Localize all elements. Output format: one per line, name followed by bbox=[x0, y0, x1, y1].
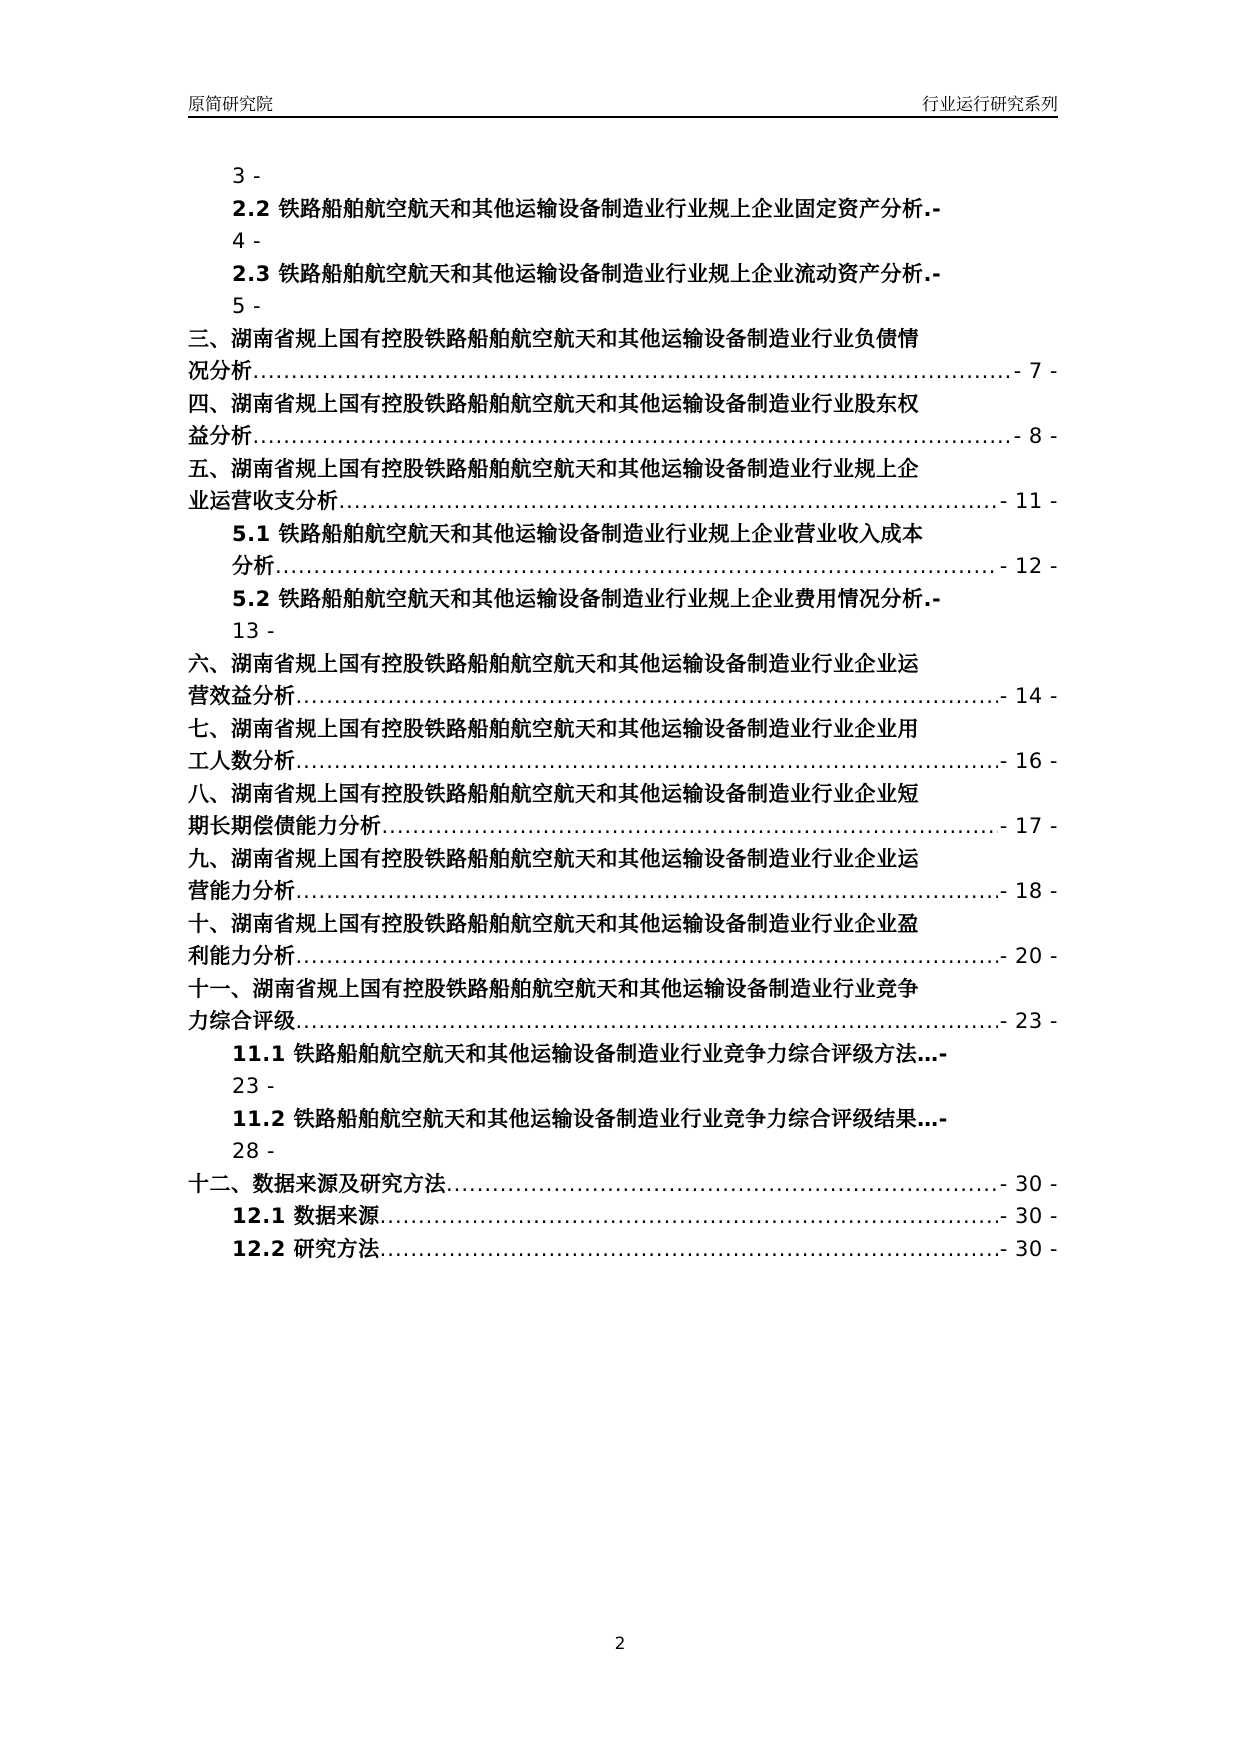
toc-entry-title: 八、湖南省规上国有控股铁路船舶航空航天和其他运输设备制造业行业企业短 bbox=[188, 781, 919, 806]
toc-line[interactable] bbox=[188, 420, 1058, 453]
toc-entry-title: 六、湖南省规上国有控股铁路船舶航空航天和其他运输设备制造业行业企业运 bbox=[188, 651, 919, 676]
table-of-contents bbox=[188, 160, 1058, 1265]
toc-entry-title: 2.2 铁路船舶航空航天和其他运输设备制造业行业规上企业固定资产分析.- bbox=[232, 196, 942, 221]
toc-line[interactable] bbox=[188, 940, 1058, 973]
toc-page-number: - 8 - bbox=[1013, 424, 1058, 448]
toc-page-number: - 14 - bbox=[999, 684, 1058, 708]
toc-line[interactable] bbox=[188, 615, 1058, 648]
toc-page-number: - 20 - bbox=[999, 944, 1058, 968]
toc-line[interactable] bbox=[188, 973, 1058, 1006]
toc-dot-leader bbox=[296, 1005, 998, 1038]
toc-entry-title: 期长期偿债能力分析 bbox=[188, 814, 382, 838]
toc-dot-leader bbox=[446, 1168, 998, 1201]
toc-line[interactable] bbox=[188, 680, 1058, 713]
toc-line[interactable] bbox=[188, 713, 1058, 746]
toc-dot-leader bbox=[296, 745, 998, 778]
toc-line[interactable] bbox=[188, 1168, 1058, 1201]
toc-dot-leader bbox=[339, 485, 998, 518]
toc-entry-title: 十二、数据来源及研究方法 bbox=[188, 1171, 446, 1196]
toc-page-number: - 17 - bbox=[999, 814, 1058, 838]
toc-entry-title: 11.1 铁路船舶航空航天和其他运输设备制造业行业竞争力综合评级方法…- bbox=[232, 1041, 948, 1066]
toc-dot-leader bbox=[296, 940, 998, 973]
toc-page-continuation: 13 - bbox=[232, 619, 275, 643]
toc-line[interactable] bbox=[188, 908, 1058, 941]
toc-entry-title: 12.2 研究方法 bbox=[232, 1236, 380, 1261]
toc-line[interactable] bbox=[188, 160, 1058, 193]
toc-entry-title: 十、湖南省规上国有控股铁路船舶航空航天和其他运输设备制造业行业企业盈 bbox=[188, 911, 919, 936]
toc-line[interactable] bbox=[188, 810, 1058, 843]
toc-line[interactable] bbox=[188, 1070, 1058, 1103]
toc-line[interactable] bbox=[188, 290, 1058, 323]
toc-page-number: - 18 - bbox=[999, 879, 1058, 903]
toc-entry-title: 5.2 铁路船舶航空航天和其他运输设备制造业行业规上企业费用情况分析.- bbox=[232, 586, 942, 611]
header-series-name: 行业运行研究系列 bbox=[922, 95, 1058, 115]
toc-line[interactable] bbox=[188, 778, 1058, 811]
toc-page-continuation: 5 - bbox=[232, 294, 262, 318]
toc-page-number: - 11 - bbox=[999, 489, 1058, 513]
toc-line[interactable] bbox=[188, 648, 1058, 681]
toc-line[interactable] bbox=[188, 875, 1058, 908]
toc-line[interactable] bbox=[188, 1233, 1058, 1266]
toc-page-number: - 30 - bbox=[999, 1204, 1058, 1228]
toc-line[interactable] bbox=[188, 258, 1058, 291]
toc-line[interactable] bbox=[188, 453, 1058, 486]
toc-entry-title: 业运营收支分析 bbox=[188, 489, 339, 513]
toc-page-number: - 23 - bbox=[999, 1009, 1058, 1033]
toc-entry-title: 12.1 数据来源 bbox=[232, 1204, 380, 1228]
toc-page-number: - 30 - bbox=[999, 1171, 1058, 1196]
toc-dot-leader bbox=[296, 680, 998, 713]
toc-dot-leader bbox=[380, 1200, 998, 1233]
toc-line[interactable] bbox=[188, 485, 1058, 518]
toc-entry-title: 分析 bbox=[232, 554, 275, 578]
toc-line[interactable] bbox=[188, 355, 1058, 388]
toc-page-number: - 30 - bbox=[999, 1236, 1058, 1261]
toc-entry-title: 四、湖南省规上国有控股铁路船舶航空航天和其他运输设备制造业行业股东权 bbox=[188, 391, 919, 416]
toc-dot-leader bbox=[275, 550, 998, 583]
toc-entry-title: 11.2 铁路船舶航空航天和其他运输设备制造业行业竞争力综合评级结果…- bbox=[232, 1106, 948, 1131]
toc-line[interactable] bbox=[188, 1103, 1058, 1136]
toc-entry-title: 营效益分析 bbox=[188, 684, 296, 708]
toc-entry-title: 力综合评级 bbox=[188, 1009, 296, 1033]
toc-page-continuation: 28 - bbox=[232, 1139, 275, 1163]
toc-line[interactable] bbox=[188, 193, 1058, 226]
toc-line[interactable] bbox=[188, 1038, 1058, 1071]
toc-page-continuation: 4 - bbox=[232, 229, 262, 253]
toc-line[interactable] bbox=[188, 583, 1058, 616]
toc-page-number: - 7 - bbox=[1013, 359, 1058, 383]
toc-entry-title: 况分析 bbox=[188, 359, 253, 383]
toc-line[interactable] bbox=[188, 1005, 1058, 1038]
toc-entry-title: 七、湖南省规上国有控股铁路船舶航空航天和其他运输设备制造业行业企业用 bbox=[188, 716, 919, 741]
toc-page-number: - 16 - bbox=[999, 749, 1058, 773]
toc-entry-title: 十一、湖南省规上国有控股铁路船舶航空航天和其他运输设备制造业行业竞争 bbox=[188, 976, 919, 1001]
toc-page-continuation: 3 - bbox=[232, 164, 262, 188]
toc-dot-leader bbox=[382, 810, 998, 843]
toc-entry-title: 利能力分析 bbox=[188, 944, 296, 968]
toc-line[interactable] bbox=[188, 518, 1058, 551]
toc-entry-title: 工人数分析 bbox=[188, 749, 296, 773]
toc-entry-title: 2.3 铁路船舶航空航天和其他运输设备制造业行业规上企业流动资产分析.- bbox=[232, 261, 942, 286]
toc-entry-title: 益分析 bbox=[188, 424, 253, 448]
toc-line[interactable] bbox=[188, 550, 1058, 583]
toc-dot-leader bbox=[296, 875, 998, 908]
toc-entry-title: 5.1 铁路船舶航空航天和其他运输设备制造业行业规上企业营业收入成本 bbox=[232, 521, 924, 546]
page-number: 2 bbox=[614, 1634, 626, 1654]
toc-entry-title: 九、湖南省规上国有控股铁路船舶航空航天和其他运输设备制造业行业企业运 bbox=[188, 846, 919, 871]
toc-entry-title: 营能力分析 bbox=[188, 879, 296, 903]
toc-dot-leader bbox=[253, 420, 1012, 453]
toc-line[interactable] bbox=[188, 225, 1058, 258]
toc-line[interactable] bbox=[188, 1200, 1058, 1233]
toc-line[interactable] bbox=[188, 745, 1058, 778]
toc-entry-title: 五、湖南省规上国有控股铁路船舶航空航天和其他运输设备制造业行业规上企 bbox=[188, 456, 919, 481]
toc-dot-leader bbox=[253, 355, 1012, 388]
toc-page-number: - 12 - bbox=[999, 554, 1058, 578]
toc-line[interactable] bbox=[188, 843, 1058, 876]
toc-dot-leader bbox=[380, 1233, 998, 1266]
toc-line[interactable] bbox=[188, 323, 1058, 356]
toc-line[interactable] bbox=[188, 1135, 1058, 1168]
toc-page-continuation: 23 - bbox=[232, 1074, 275, 1098]
header-org-name: 原简研究院 bbox=[188, 95, 273, 115]
toc-line[interactable] bbox=[188, 388, 1058, 421]
toc-entry-title: 三、湖南省规上国有控股铁路船舶航空航天和其他运输设备制造业行业负债情 bbox=[188, 326, 919, 351]
page-header bbox=[188, 86, 1058, 118]
